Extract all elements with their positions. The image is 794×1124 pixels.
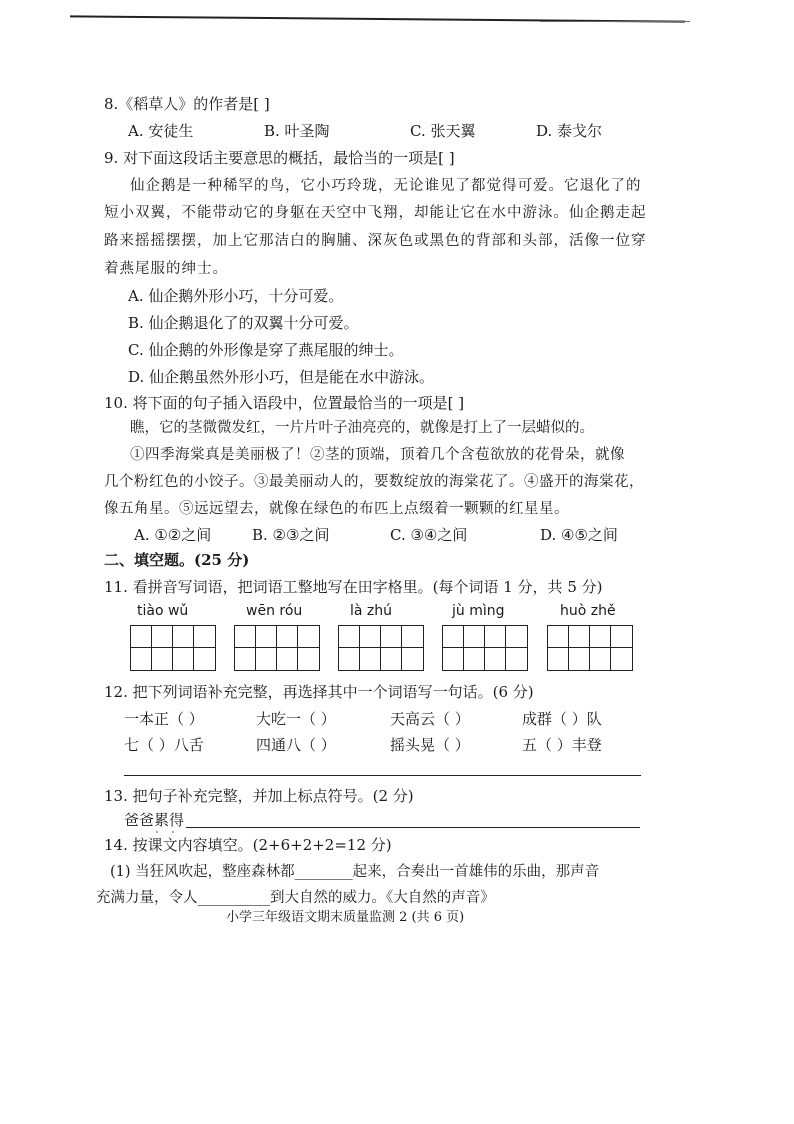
q12-stem: 12. 把下列词语补充完整，再选择其中一个词语写一句话。(6 分) [104,683,534,701]
tianzige-box-4[interactable] [442,625,528,671]
q9-stem: 9. 对下面这段话主要意思的概括，最恰当的一项是[ ] [104,149,455,167]
q10-passage-line-3: 像五角星。⑤远远望去，就像在绿色的布匹上点缀着一颗颗的红星星。 [104,501,569,517]
q10-option-a: A. ①②之间 [134,526,212,544]
q13-stem: 13. 把句子补充完整，并加上标点符号。(2 分) [104,787,414,805]
q13-prompt: 爸爸累得 [124,811,185,829]
q9-passage-line-4: 着燕尾服的绅士。 [104,261,228,277]
q8-stem: 8.《稻草人》的作者是[ ] [104,95,270,113]
q8-option-d: D. 泰戈尔 [536,122,603,140]
q14-stem: 14. 按课文内容填空。(2+6+2+2=12 分) [104,836,392,854]
q12-idiom-8: 五（ ）丰登 [522,736,602,754]
q8-option-a: A. 安徒生 [128,122,194,140]
q9-option-b: B. 仙企鹅退化了的双翼十分可爱。 [128,314,359,332]
q10-option-d: D. ④⑤之间 [540,526,618,544]
q10-stem: 10. 将下面的句子插入语段中，位置最恰当的一项是[ ] [104,394,465,412]
q12-idiom-4: 成群（ ）队 [522,710,602,728]
q9-option-c: C. 仙企鹅的外形像是穿了燕尾服的绅士。 [128,341,404,359]
tianzige-box-1[interactable] [130,625,216,671]
q12-idiom-1: 一本正（ ） [124,710,204,728]
q12-idiom-7: 摇头晃（ ） [390,736,470,754]
q9-option-d: D. 仙企鹅虽然外形小巧，但是能在水中游泳。 [128,368,435,386]
q14-line-2: 充满力量，令人__________到大自然的威力。《大自然的声音》 [96,890,495,906]
emphasis-dot [172,831,174,833]
page-footer: 小学三年级语文期末质量监测 2 (共 6 页) [226,910,465,925]
tianzige-box-3[interactable] [338,625,424,671]
q8-option-c: C. 张天翼 [410,122,476,140]
q12-answer-line[interactable] [124,775,641,776]
q12-idiom-2: 大吃一（ ） [256,710,336,728]
q12-idiom-6: 四通八（ ） [256,736,336,754]
q11-pinyin-2: wēn róu [246,603,303,619]
q10-sentence: 瞧，它的茎微微发红，一片片叶子油亮亮的，就像是打上了一层蜡似的。 [130,420,594,436]
q8-option-b: B. 叶圣陶 [264,122,330,140]
q11-pinyin-4: jù mìng [452,603,505,619]
section-2-title: 二、填空题。(25 分) [104,551,250,569]
q9-option-a: A. 仙企鹅外形小巧，十分可爱。 [128,287,344,305]
q12-idiom-3: 天高云（ ） [390,710,470,728]
tianzige-box-2[interactable] [234,625,320,671]
q10-option-b: B. ②③之间 [252,526,330,544]
q12-idiom-5: 七（ ）八舌 [124,736,204,754]
q11-pinyin-3: là zhú [350,603,393,619]
q9-passage-line-2: 短小双翼，不能带动它的身躯在天空中飞翔，却能让它在水中游泳。仙企鹅走起 [104,205,647,221]
q14-line-1: (1) 当狂风吹起，整座森林都________起来，合奏出一首雄伟的乐曲，那声音 [110,864,600,880]
q9-passage-line-3: 路来摇摇摆摆，加上它那洁白的胸脯、深灰色或黑色的背部和头部，活像一位穿 [104,233,647,249]
q13-answer-line[interactable] [186,827,640,828]
tianzige-box-5[interactable] [547,625,633,671]
emphasis-dot [156,831,158,833]
q11-pinyin-1: tiào wǔ [137,603,189,619]
q10-passage-line-1: ①四季海棠真是美丽极了！②茎的顶端，顶着几个含苞欲放的花骨朵，就像 [130,447,625,463]
q9-passage-line-1: 仙企鹅是一种稀罕的鸟，它小巧玲珑，无论谁见了都觉得可爱。它退化了的 [130,178,642,194]
q10-option-c: C. ③④之间 [390,526,468,544]
q11-pinyin-5: huò zhě [560,603,616,619]
q11-stem: 11. 看拼音写词语，把词语工整地写在田字格里。(每个词语 1 分，共 5 分) [104,578,603,596]
header-rule-secondary [540,21,690,22]
q10-passage-line-2: 几个粉红色的小饺子。③最美丽动人的，要数绽放的海棠花了。④盛开的海棠花， [104,474,644,490]
